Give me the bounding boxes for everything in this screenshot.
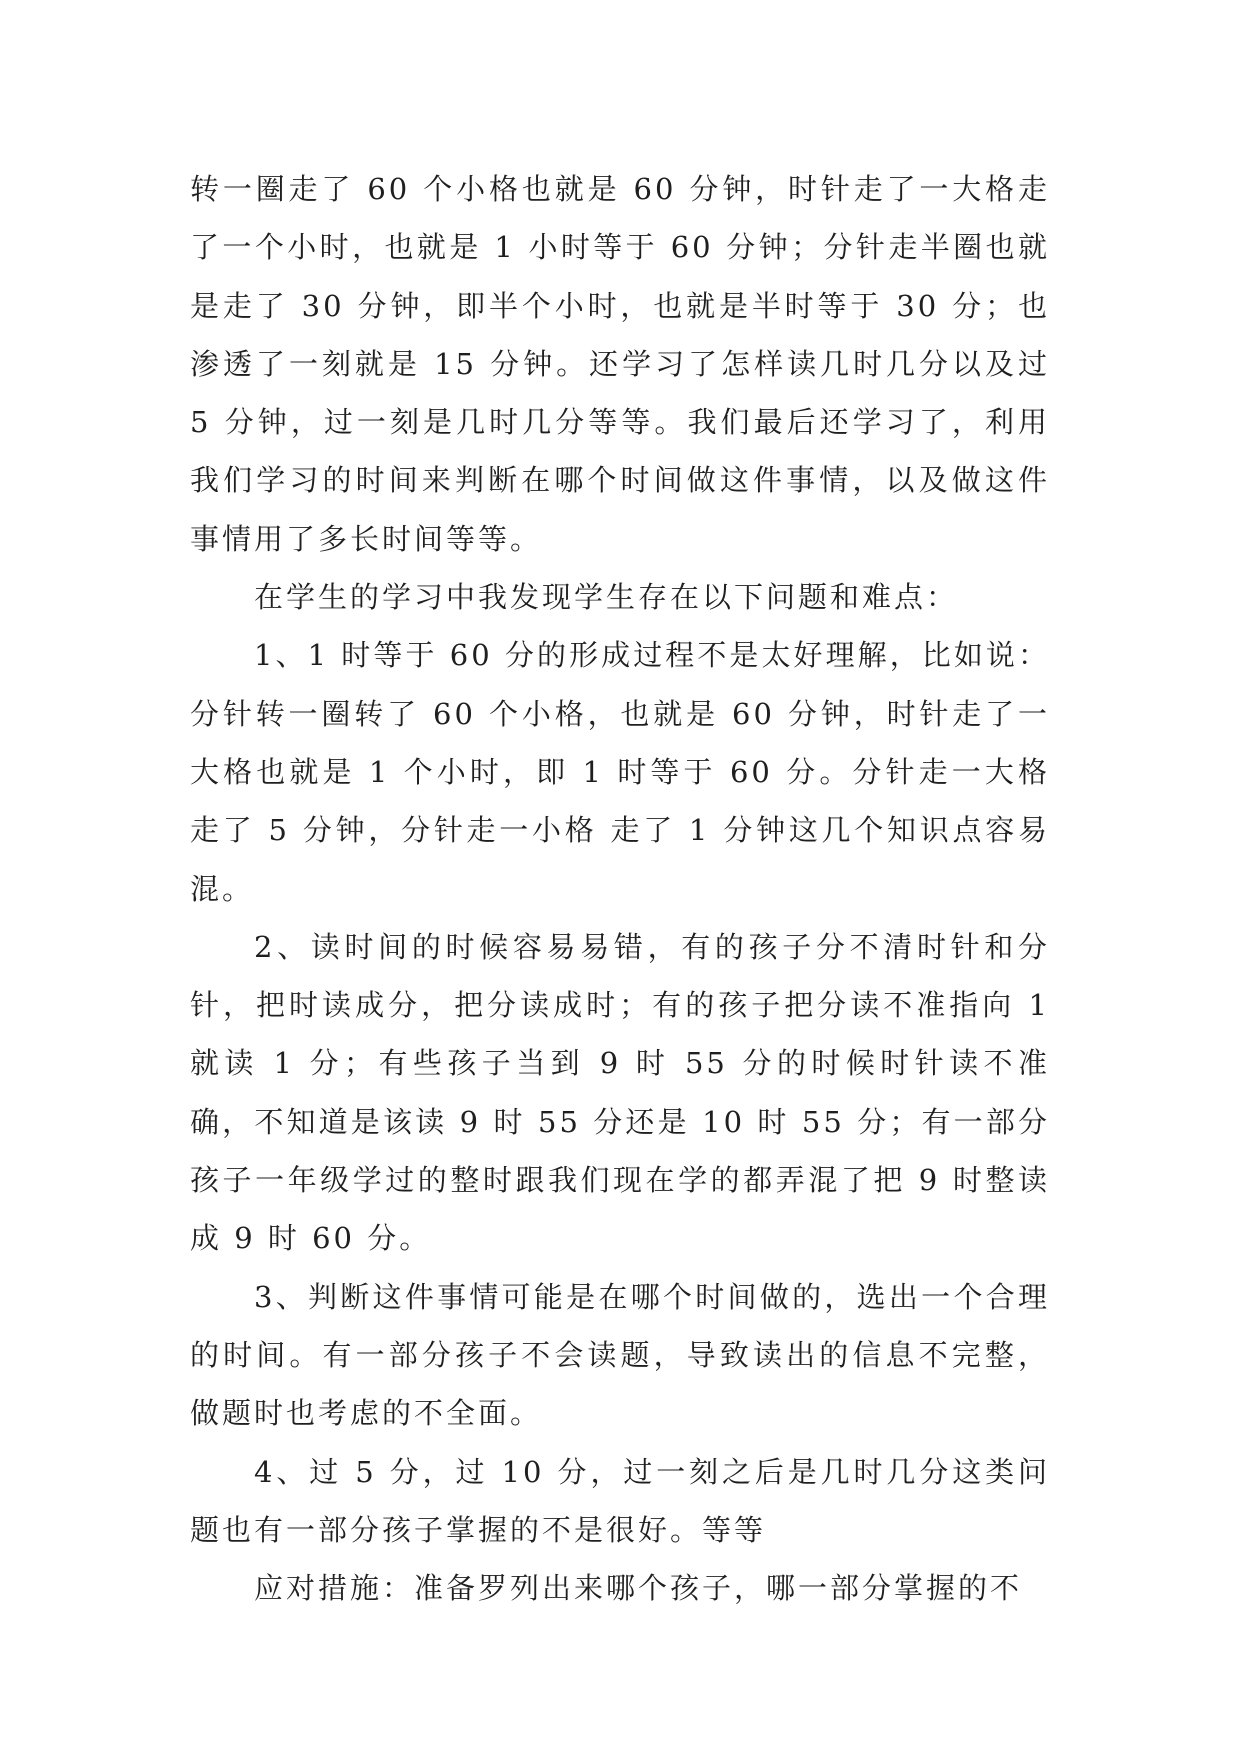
- document-body: [190, 160, 1050, 1617]
- paragraph-5: 3、判断这件事情可能是在哪个时间做的，选出一个合理的时间。有一部分孩子不会读题，导致读出的信息不完整，做题时也考虑的不全面。: [190, 1279, 1050, 1431]
- paragraph-2: 在学生的学习中我发现学生存在以下问题和难点：: [254, 580, 959, 615]
- paragraph-6: 4、过 5 分，过 10 分，过一刻之后是几时几分这类问题也有一部分孩子掌握的不是很好。等等: [190, 1454, 1050, 1547]
- paragraph-4: 2、读时间的时候容易易错，有的孩子分不清时针和分针，把时读成分，把分读成时；有的孩子把分读不准指向 1 就读 1 分；有些孩子当到 9 时 55 分的时候时针读不准确，不知道是该读 9 时 55 分还是 10 时 55 分；有一部分孩子一年级学过的整时跟我们现在学的都弄混了把 9 时整读成 9 时 60 分。: [190, 929, 1050, 1256]
- paragraph-3: 1、1 时等于 60 分的形成过程不是太好理解，比如说：分针转一圈转了 60 个小格，也就是 60 分钟，时针走了一大格也就是 1 个小时，即 1 时等于 60 分。分针走一大格走了 5 分钟，分针走一小格 走了 1 分钟这几个知识点容易混。: [190, 638, 1050, 906]
- paragraph-1: 转一圈走了 60 个小格也就是 60 分钟，时针走了一大格走了一个小时，也就是 1 小时等于 60 分钟；分针走半圈也就是走了 30 分钟，即半个小时，也就是半时等于 30 分；也渗透了一刻就是 15 分钟。还学习了怎样读几时几分以及过 5 分钟，过一刻是几时几分等等。我们最后还学习了，利用我们学习的时间来判断在哪个时间做这件事情，以及做这件事情用了多长时间等等。: [190, 172, 1050, 556]
- paragraph-7: 应对措施：准备罗列出来哪个孩子，哪一部分掌握的不: [254, 1571, 1023, 1606]
